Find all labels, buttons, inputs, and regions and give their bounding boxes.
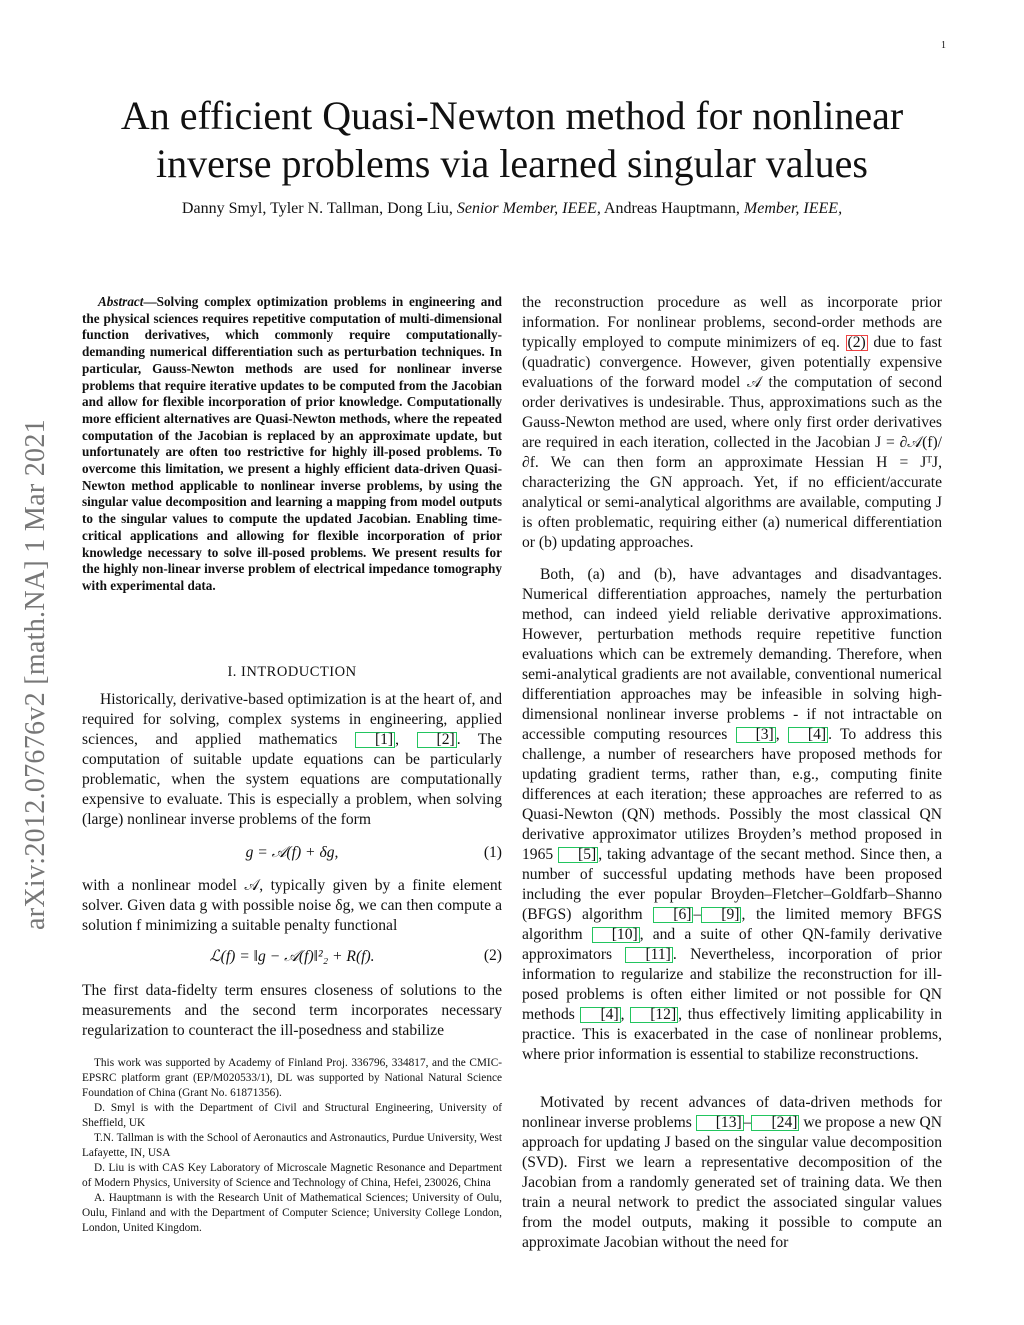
intro-paragraph-3: The first data-fidelty term ensures closeness of solutions to the measurements and the second term incorporates necessary regularization to counteract the ill-posedness and stabilize [82, 982, 502, 1039]
right-p3-text-a: Motivated by recent advances of data-driven methods for nonlinear inverse problems [522, 1094, 942, 1131]
right-p2-text-e: , and a suite of other QN-family derivative approximators [522, 926, 942, 963]
authors-part-2: , Andreas Hauptmann, [596, 200, 744, 217]
author-list [0, 200, 1024, 218]
intro-p1-text-a: Historically, derivative-based optimization is at the heart of, and required for solving, complex systems in engineering, applied sciences, and applied mathematics [82, 691, 502, 748]
right-p2-text-d: , the limited memory BFGS algorithm [522, 906, 942, 943]
right-p2-text-b: . To address this challenge, a number of researchers have proposed methods for updating gradient terms, rather than, e.g., computing finite differences at each iteration; these approaches are referred to as Quasi-Newton (QN) methods. Possibly the most classical QN derivative approximator utilizes Broyden’s method proposed in 1965 [522, 726, 943, 863]
right-p2-sep: , [775, 726, 788, 743]
intro-paragraph-2: with a nonlinear model 𝒜, typically given by a finite element solver. Given data g with possible noise δg, we can then compute a solution f minimizing a suitable penalty functional [82, 877, 502, 934]
citation-link[interactable]: [24] [751, 1115, 799, 1131]
citation-link[interactable]: [10] [592, 927, 640, 943]
intro-p1-text-b: . The computation of suitable update equations can be particularly problematic, when the system equations are computationally expensive to evaluate. This is especially a problem, when solving (large) nonlinear inverse problems of the form [82, 731, 503, 828]
section-heading-introduction: I. INTRODUCTION [227, 664, 357, 680]
citation-link[interactable]: [5] [558, 847, 598, 863]
right-p2-text-c: , taking advantage of the secant method. Since then, a number of successful updating methods have been proposed including the ever popular Broyden–Fletcher–Goldfarb–Shanno (BFGS) algorithm [522, 846, 942, 923]
right-p3-text-b: we propose a new QN approach for updating J based on the singular value decomposition (SVD). First we learn a representative decomposition of the Jacobian from a randomly generated set of training data. We then train a neural network to predict the associated singular values from the model outputs, making it possible to compute an approximate Jacobian without the need for [522, 1114, 943, 1251]
right-p1-text-b: due to fast (quadratic) convergence. However, given potentially expensive evaluations of the forward model 𝒜 the computation of second order derivatives is undesirable. Thus, approximations such as the Gauss-Newton method are used, where only first order derivatives are required in each iteration, collected in the Jacobian J = ∂𝒜(f)/∂f. We can then form an approximate Hessian H = JᵀJ, characterizing the GN approach. Yet, if no efficient/accurate analytical or semi-analytical algorithms are available, computing J is often problematic, requiring either (a) numerical differentiation or (b) updating approaches. [522, 334, 942, 551]
intro-paragraph-1 [82, 690, 502, 830]
citation-link[interactable]: [4] [580, 1007, 620, 1023]
abstract-text: —Solving complex optimization problems in engineering and the physical sciences requires repetitive computation of multi-dimensional function derivatives, which commonly require computationally-demanding numerical differentiation such as perturbation techniques. In particular, Gauss-Newton methods are used for nonlinear inverse problems that require iterative updates to be computed from the Jacobian and allow for flexible incorporation of prior knowledge. Computationally more efficient alternatives are Quasi-Newton methods, where the repeated computation of the Jacobian is replaced by an approximate update, but unfortunately are often too restrictive for highly ill-posed problems. To overcome this limitation, we present a highly efficient data-driven Quasi-Newton method applicable to nonlinear inverse problems, by using the singular value decomposition and learning a mapping from model outputs to the singular values to compute the updated Jacobian. Enabling time-critical applications and allowing for flexible incorporation of prior knowledge necessary to solve ill-posed problems. We present results for the highly non-linear inverse problem of electrical impedance tomography with experimental data. [82, 294, 502, 593]
title-line-2: inverse problems via learned singular values [156, 141, 868, 186]
footnote-affiliation-tallman: T.N. Tallman is with the School of Aeronautics and Astronautics, Purdue University, West Lafayette, IN, USA [82, 1132, 502, 1159]
equation-2-content: ℒ(f) = ‖g − 𝒜(f)‖²₂ + R(f). [209, 948, 375, 965]
citation-link[interactable]: [13] [696, 1115, 744, 1131]
citation-link[interactable]: [2] [417, 732, 457, 748]
abstract-lead: Abstract [98, 294, 144, 309]
citation-link[interactable]: [6] [653, 907, 693, 923]
authors-role-2: Member, IEEE, [743, 200, 843, 217]
equation-2-number: (2) [483, 947, 502, 964]
authors-role-1: Senior Member, IEEE [456, 200, 597, 217]
arxiv-stamp: arXiv:2012.07676v2 [math.NA] 1 Mar 2021 [20, 419, 51, 930]
citation-link[interactable]: [3] [736, 727, 776, 743]
footnote-affiliation-smyl: D. Smyl is with the Department of Civil and Structural Engineering, University of Sheffield, UK [82, 1102, 502, 1129]
citation-link[interactable]: [12] [630, 1007, 678, 1023]
right-paragraph-1 [522, 293, 942, 553]
right-p2-text-a: Both, (a) and (b), have advantages and disadvantages. Numerical differentiation approaches, namely the perturbation method, can indeed yield reliable derivative approximations. However, perturbation methods require repetitive function evaluations which can be extremely demanding. Therefore, when semi-analytical gradients are not available, conventional numerical differentiation approaches may be infeasible in solving high-dimensional nonlinear inverse problems - if not intractable on accessible computing resources [522, 566, 942, 743]
footnote-funding: This work was supported by Academy of Finland Proj. 336796, 334817, and the CMIC-EPSRC platform grant (EP/M020533/1), DL was supported by National Natural Science Foundation of China (Grant No. 61871356). [82, 1057, 502, 1099]
intro-p1-sep: , [395, 731, 417, 748]
equation-1-content: g = 𝒜(f) + δg, [245, 844, 339, 861]
citation-link[interactable]: [4] [788, 727, 828, 743]
right-p2-text-g: , thus effectively limiting applicability in practice. This is exacerbated in the case of nonlinear problems, where prior information is essential to stabilize reconstructions. [522, 1006, 943, 1063]
page-number: 1 [941, 40, 946, 51]
equation-1-number: (1) [483, 844, 502, 861]
right-paragraph-2 [522, 565, 942, 1065]
right-p2-dash: – [693, 906, 702, 923]
right-p2-sep-2: , [620, 1006, 631, 1023]
citation-link[interactable]: [9] [701, 907, 741, 923]
authors-part-1: Danny Smyl, Tyler N. Tallman, Dong Liu, [181, 200, 457, 217]
footnote-affiliation-hauptmann: A. Hauptmann is with the Research Unit of Mathematical Sciences; University of Oulu, Oulu, Finland and with the Department of Computer Science; University College London, London, United Kingdom. [82, 1192, 502, 1234]
citation-link[interactable]: [11] [625, 947, 672, 963]
equation-reference-link[interactable]: (2) [847, 334, 866, 351]
right-paragraph-3 [522, 1093, 942, 1253]
paper-title [0, 92, 1024, 188]
citation-link[interactable]: [1] [355, 732, 395, 748]
title-line-1: An efficient Quasi-Newton method for nonlinear [120, 93, 904, 138]
footnotes [82, 1056, 502, 1236]
right-p1-text-a: the reconstruction procedure as well as incorporate prior information. For nonlinear problems, second-order methods are typically employed to compute minimizers of eq. [522, 294, 942, 351]
right-p2-text-f: . Nevertheless, incorporation of prior information to regularize and stabilize the reconstruction for ill-posed problems is often either limited or not possible for QN methods [522, 946, 942, 1023]
footnote-affiliation-liu: D. Liu is with CAS Key Laboratory of Microscale Magnetic Resonance and Department of Modern Physics, University of Science and Technology of China, Hefei, 230026, China [82, 1162, 502, 1189]
abstract [82, 294, 502, 595]
right-p3-dash: – [743, 1114, 752, 1131]
